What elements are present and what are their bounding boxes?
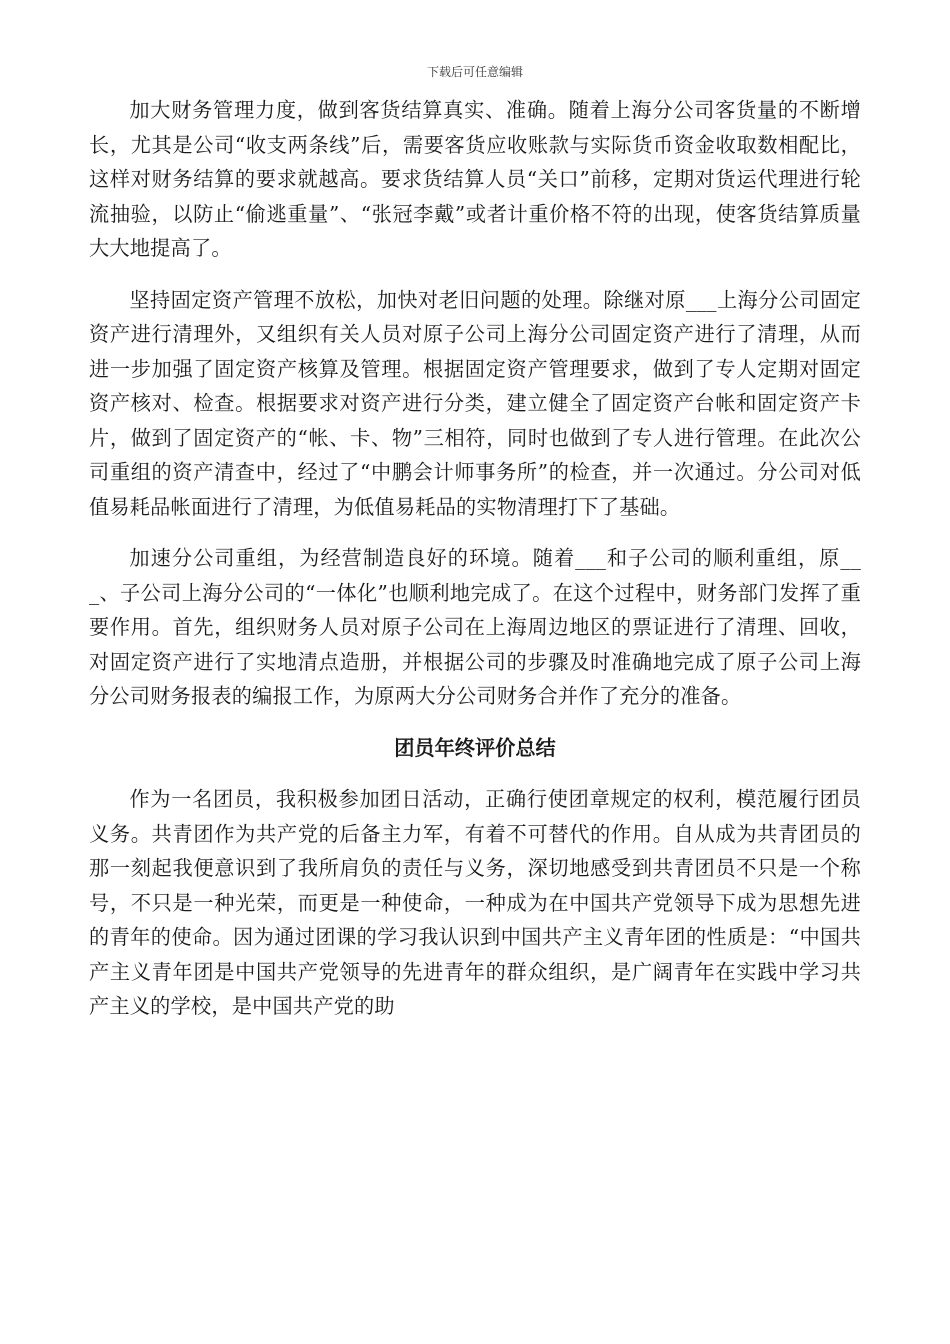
paragraph-spacer	[89, 266, 861, 283]
section-title: 团员年终评价总结	[394, 735, 556, 760]
paragraph-league-member: 作为一名团员，我积极参加团日活动，正确行使团章规定的权利，模范履行团员义务。共青团作为共产党的后备主力军，有着不可替代的作用。自从成为共青团员的那一刻起我便意识到了我所肩负的责任与义务，深切地感受到共青团员不只是一个称号，不只是一种光荣，而更是一种使命，一种成为在中国共产党领导下成为思想先进的青年的使命。因为通过团课的学习我认识到中国共产主义青年团的性质是：“中国共产主义青年团是中国共产党领导的先进青年的群众组织，是广阔青年在实践中学习共产主义的学校，是中国共产党的助	[89, 787, 861, 1018]
paragraph-spacer	[89, 524, 861, 541]
document-body	[89, 93, 861, 1024]
paragraph-finance-settlement: 加大财务管理力度，做到客货结算真实、准确。随着上海分公司客货量的不断增长，尤其是公司“收支两条线”后，需要客货应收账款与实际货币资金收取数相配比，这样对财务结算的要求就越高。要求货结算人员“关口”前移，定期对货运代理进行轮流抽验，以防止“偷逃重量”、“张冠李戴”或者计重价格不符的出现，使客货结算质量大大地提高了。	[89, 98, 861, 260]
paragraph-fixed-assets: 坚持固定资产管理不放松，加快对老旧问题的处理。除继对原___上海分公司固定资产进行清理外，又组织有关人员对原子公司上海分公司固定资产进行了清理，从而进一步加强了固定资产核算及管理。根据固定资产管理要求，做到了专人定期对固定资产核对、检查。根据要求对资产进行分类，建立健全了固定资产台帐和固定资产卡片，做到了固定资产的“帐、卡、物”三相符，同时也做到了专人进行管理。在此次公司重组的资产清查中，经过了“中鹏会计师事务所”的检查，并一次通过。分公司对低值易耗品帐面进行了清理，为低值易耗品的实物清理打下了基础。	[89, 287, 861, 519]
page-header: 下载后可任意编辑	[426, 65, 523, 79]
paragraph-spacer	[89, 714, 861, 731]
paragraph-branch-reorganization: 加速分公司重组，为经营制造良好的环境。随着___和子公司的顺利重组，原___、子公司上海分公司的“一体化”也顺利地完成了。在这个过程中，财务部门发挥了重要作用。首先，组织财务人员对原子公司在上海周边地区的票证进行了清理、回收，对固定资产进行了实地清点造册，并根据公司的步骤及时准确地完成了原子公司上海分公司财务报表的编报工作，为原两大分公司财务合并作了充分的准备。	[89, 546, 861, 708]
paragraph-spacer	[89, 765, 861, 782]
